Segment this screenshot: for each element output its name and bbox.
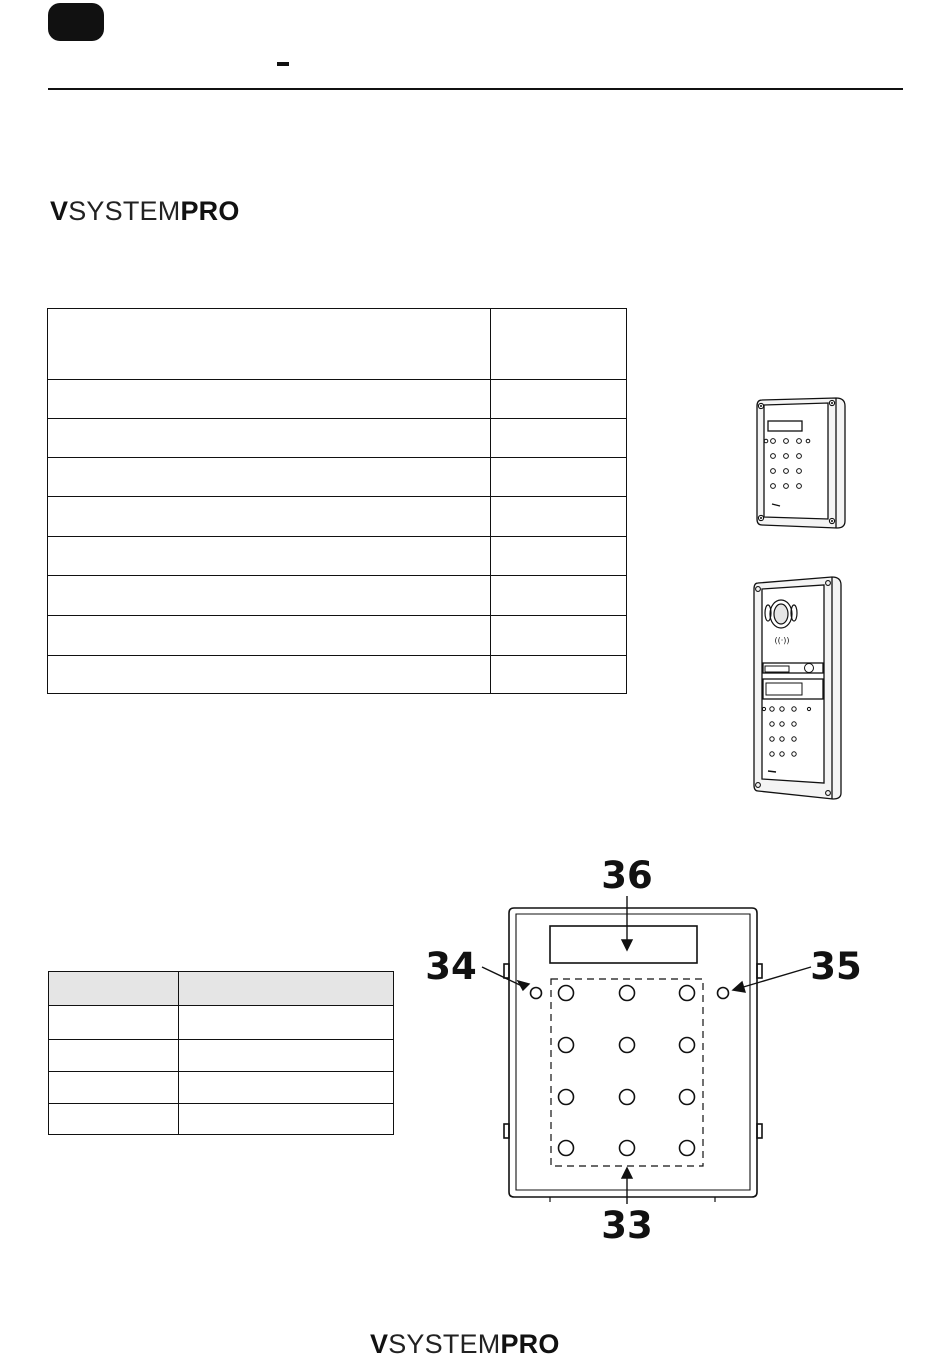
spec-table-cell (491, 458, 627, 497)
footer-brand-logo-system: SYSTEM (388, 1329, 501, 1359)
spec-table-row (48, 576, 627, 616)
spec-table-cell (491, 419, 627, 458)
led-table (48, 971, 394, 1135)
callout-34: 34 (425, 945, 477, 988)
led-table-cell (179, 972, 394, 1006)
rfid-wave-icon: ((·)) (774, 636, 790, 645)
spec-table-row (48, 537, 627, 576)
spec-table-cell (491, 309, 627, 380)
spec-table-cell (48, 616, 491, 656)
led-table-row (49, 1006, 394, 1040)
spec-table (47, 308, 627, 694)
spec-table-cell (48, 419, 491, 458)
spec-table-cell (491, 497, 627, 537)
spec-table-cell (48, 309, 491, 380)
led-table-row (49, 1104, 394, 1135)
led-table-cell (179, 1040, 394, 1072)
footer-brand-logo-pro: PRO (500, 1329, 560, 1359)
spec-table-cell (48, 380, 491, 419)
spec-table-row (48, 616, 627, 656)
footer-brand-logo-v: V (370, 1329, 389, 1359)
spec-table-cell (491, 616, 627, 656)
callout-33: 33 (601, 1204, 653, 1247)
spec-table-cell (48, 497, 491, 537)
brand-logo-v: V (50, 196, 69, 226)
spec-table-cell (48, 458, 491, 497)
spec-table-row (48, 419, 627, 458)
spec-table-cell (48, 576, 491, 616)
brand-logo (50, 198, 240, 225)
spec-table-row (48, 458, 627, 497)
spec-table-header-row (48, 309, 627, 380)
spec-table-row (48, 656, 627, 694)
spec-table-cell (48, 656, 491, 694)
led-table-cell (179, 1072, 394, 1104)
spec-table-row (48, 497, 627, 537)
spec-table-cell (491, 537, 627, 576)
keypad-module-diagram (420, 850, 870, 1250)
led-table-row (49, 1040, 394, 1072)
spec-table-cell (491, 656, 627, 694)
led-table-cell (179, 1104, 394, 1135)
callout-36: 36 (601, 854, 653, 897)
brand-logo-system: SYSTEM (68, 196, 181, 226)
camera-keypad-panel-image (750, 575, 846, 801)
led-table-cell (179, 1006, 394, 1040)
led-table-cell (49, 1006, 179, 1040)
spec-table-cell (48, 537, 491, 576)
led-table-cell (49, 972, 179, 1006)
keypad-panel-image (752, 395, 848, 531)
header-rule (48, 88, 903, 90)
footer-brand-logo (370, 1331, 560, 1358)
language-tab (48, 3, 104, 41)
led-table-row (49, 1072, 394, 1104)
brand-logo-pro: PRO (180, 196, 240, 226)
led-table-cell (49, 1104, 179, 1135)
spec-table-row (48, 380, 627, 419)
led-table-header-row (49, 972, 394, 1006)
spec-table-cell (491, 380, 627, 419)
led-table-cell (49, 1040, 179, 1072)
callout-35: 35 (810, 945, 862, 988)
led-table-cell (49, 1072, 179, 1104)
spec-table-cell (491, 576, 627, 616)
header-separator (277, 62, 289, 66)
